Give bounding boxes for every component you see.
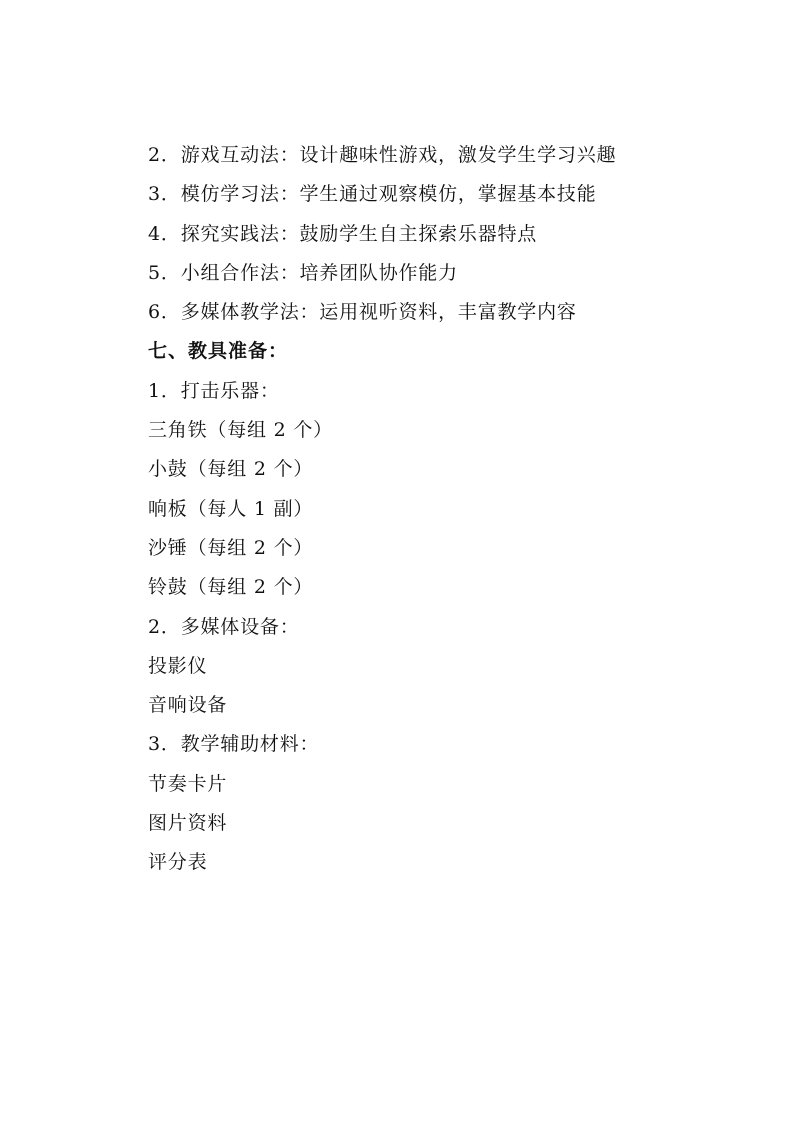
method-line-6: 6．多媒体教学法：运用视听资料，丰富教学内容 [148,301,577,324]
item-audio-equipment: 音响设备 [148,694,228,717]
method-line-5: 5．小组合作法：培养团队协作能力 [148,261,458,284]
method-line-2: 2．游戏互动法：设计趣味性游戏，激发学生学习兴趣 [148,144,617,166]
section-heading-teaching-aids: 七、教具准备： [148,340,289,363]
method-line-4: 4．探究实践法：鼓励学生自主探索乐器特点 [148,222,538,245]
item-picture-materials: 图片资料 [148,812,228,835]
item-castanets: 响板（每人 1 副） [148,497,314,520]
subheading-teaching-materials: 3．教学辅助材料： [148,733,320,756]
subheading-multimedia-equipment: 2．多媒体设备： [148,615,300,638]
item-tambourine: 铃鼓（每组 2 个） [148,576,314,599]
item-small-drum: 小鼓（每组 2 个） [148,458,314,481]
item-triangle: 三角铁（每组 2 个） [148,419,333,442]
item-score-sheet: 评分表 [148,851,208,874]
document-body [148,136,708,883]
item-maracas: 沙锤（每组 2 个） [148,536,314,559]
subheading-percussion-instruments: 1．打击乐器： [148,379,280,402]
item-projector: 投影仪 [148,654,208,677]
method-line-3: 3．模仿学习法：学生通过观察模仿，掌握基本技能 [148,183,597,206]
item-rhythm-cards: 节奏卡片 [148,772,228,795]
